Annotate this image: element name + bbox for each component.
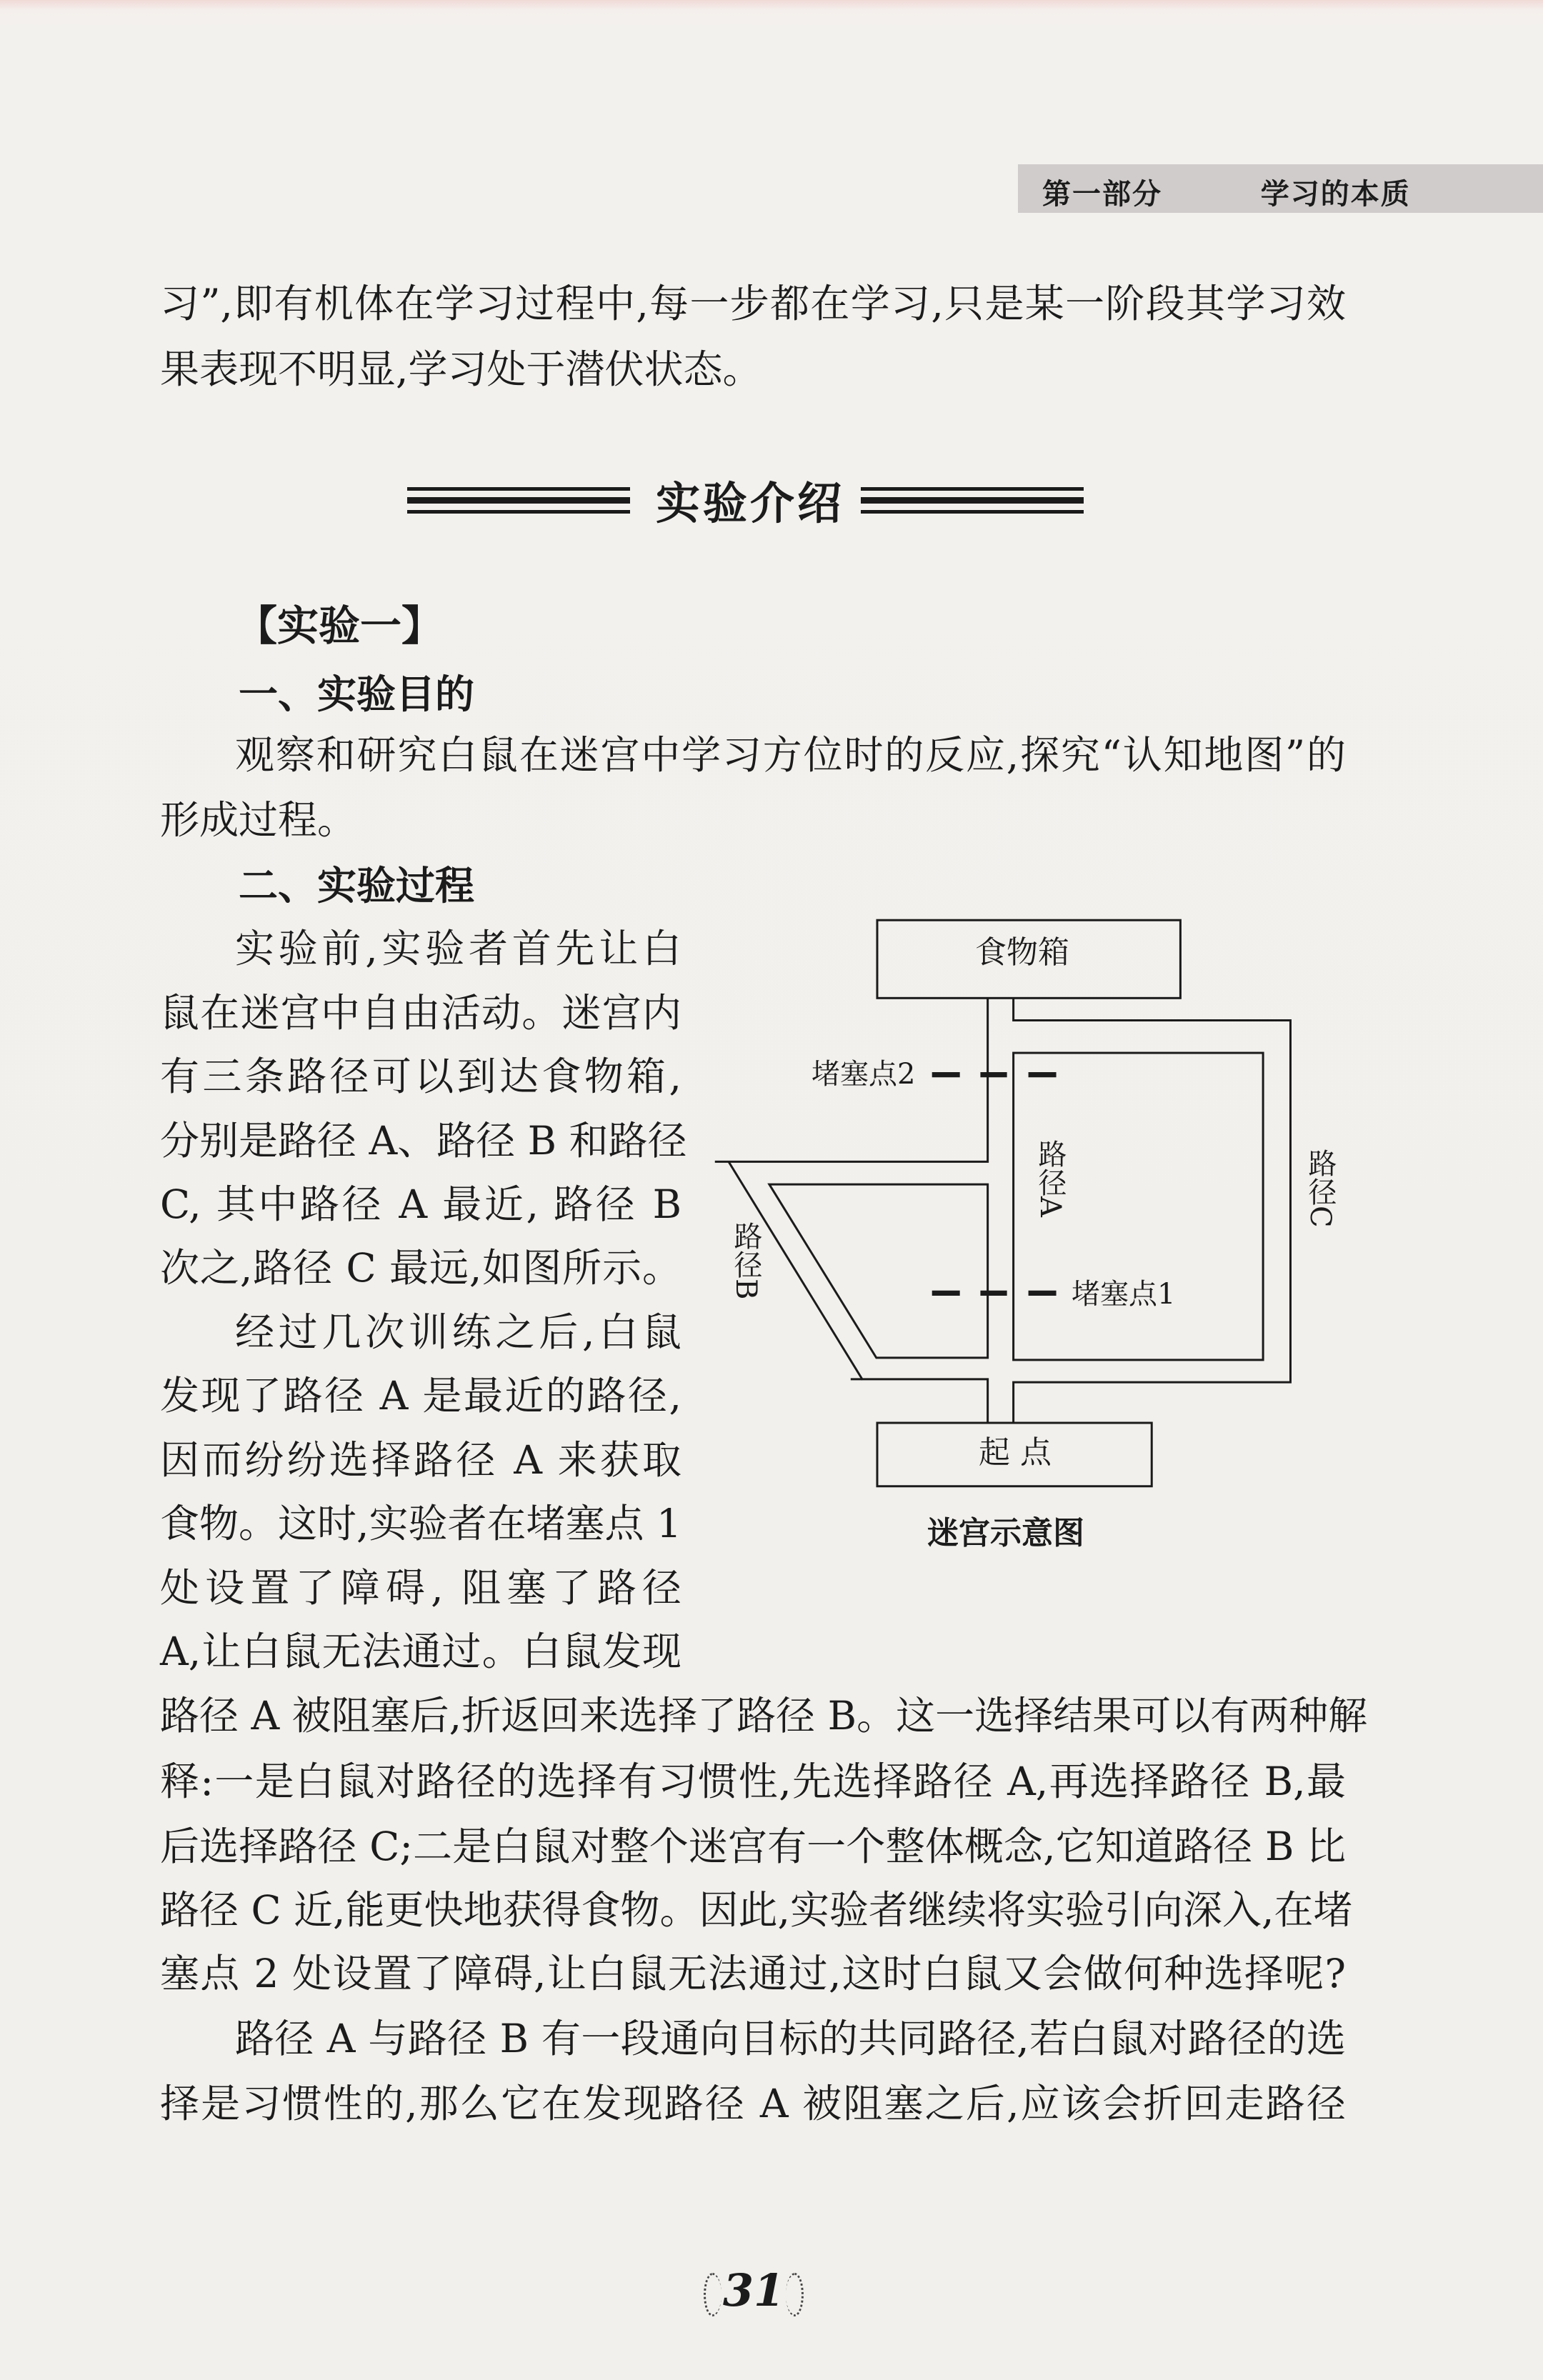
text-line: 观察和研究白鼠在迷宫中学习方位时的反应,探究“认知地图”的: [235, 732, 1346, 778]
heading-rule-left: [407, 487, 630, 519]
text-line: 因而纷纷选择路径 A 来获取: [160, 1437, 681, 1483]
text-line: 鼠在迷宫中自由活动。迷宫内: [160, 990, 681, 1036]
text-line: 发现了路径 A 是最近的路径,: [160, 1373, 681, 1419]
text-line: 形成过程。: [160, 797, 357, 843]
section-heading: [407, 471, 1093, 536]
text-line: 释:一是白鼠对路径的选择有习惯性,先选择路径 A,再选择路径 B,最: [160, 1759, 1346, 1804]
maze-diagram: [686, 893, 1357, 1643]
text-line: 择是习惯性的,那么它在发现路径 A 被阻塞之后,应该会折回走路径: [160, 2081, 1346, 2126]
text-line: 路径 A 被阻塞后,折返回来选择了路径 B。这一选择结果可以有两种解: [160, 1693, 1368, 1739]
path-b-label: 路径B: [729, 1221, 762, 1300]
text-line: 分别是路径 A、路径 B 和路径: [160, 1118, 687, 1164]
heading-rule-right: [861, 487, 1084, 519]
path-a-label: 路径A: [1034, 1139, 1067, 1217]
text-line: 有三条路径可以到达食物箱,: [160, 1054, 681, 1099]
page-number: 31: [704, 2264, 804, 2316]
text-line: 塞点 2 处设置了障碍,让白鼠无法通过,这时白鼠又会做何种选择呢?: [160, 1951, 1346, 1996]
text-line: 经过几次训练之后,白鼠: [235, 1309, 681, 1355]
text-line: 习”,即有机体在学习过程中,每一步都在学习,只是某一阶段其学习效: [160, 281, 1346, 326]
path-b-inner-block: [769, 1184, 988, 1358]
text-line: 实验前,实验者首先让白: [235, 926, 681, 971]
text-line: 食物。这时,实验者在堵塞点 1: [160, 1501, 681, 1546]
text-line: 路径 C 近,能更快地获得食物。因此,实验者继续将实验引向深入,在堵: [160, 1887, 1353, 1933]
running-header: [1018, 164, 1543, 213]
text-line: C, 其中路径 A 最近, 路径 B: [160, 1181, 681, 1227]
experiment-label: 【实验一】: [236, 601, 444, 650]
text-line: 处设置了障碍, 阻塞了路径: [160, 1565, 681, 1611]
text-line: A,让白鼠无法通过。白鼠发现: [160, 1629, 681, 1674]
start-box-label: 起 点: [979, 1434, 1052, 1471]
path-c-label: 路径C: [1304, 1149, 1337, 1228]
text-line: 后选择路径 C;二是白鼠对整个迷宫有一个整体概念,它知道路径 B 比: [160, 1824, 1346, 1869]
diagram-caption: 迷宫示意图: [927, 1515, 1084, 1551]
block-point-2-label: 堵塞点2: [812, 1058, 916, 1091]
text-line: 路径 A 与路径 B 有一段通向目标的共同路径,若白鼠对路径的选: [235, 2016, 1346, 2061]
block-point-1-label: 堵塞点1: [1072, 1278, 1176, 1311]
process-heading: 二、实验过程: [239, 863, 475, 909]
running-title: 第一部分 学习的本质: [1042, 178, 1411, 211]
purpose-heading: 一、实验目的: [239, 671, 475, 717]
section-heading-text: 实验介绍: [655, 477, 844, 529]
text-line: 次之,路径 C 最远,如图所示。: [160, 1245, 681, 1291]
food-box-label: 食物箱: [975, 934, 1069, 971]
text-line: 果表现不明显,学习处于潜伏状态。: [160, 346, 762, 392]
